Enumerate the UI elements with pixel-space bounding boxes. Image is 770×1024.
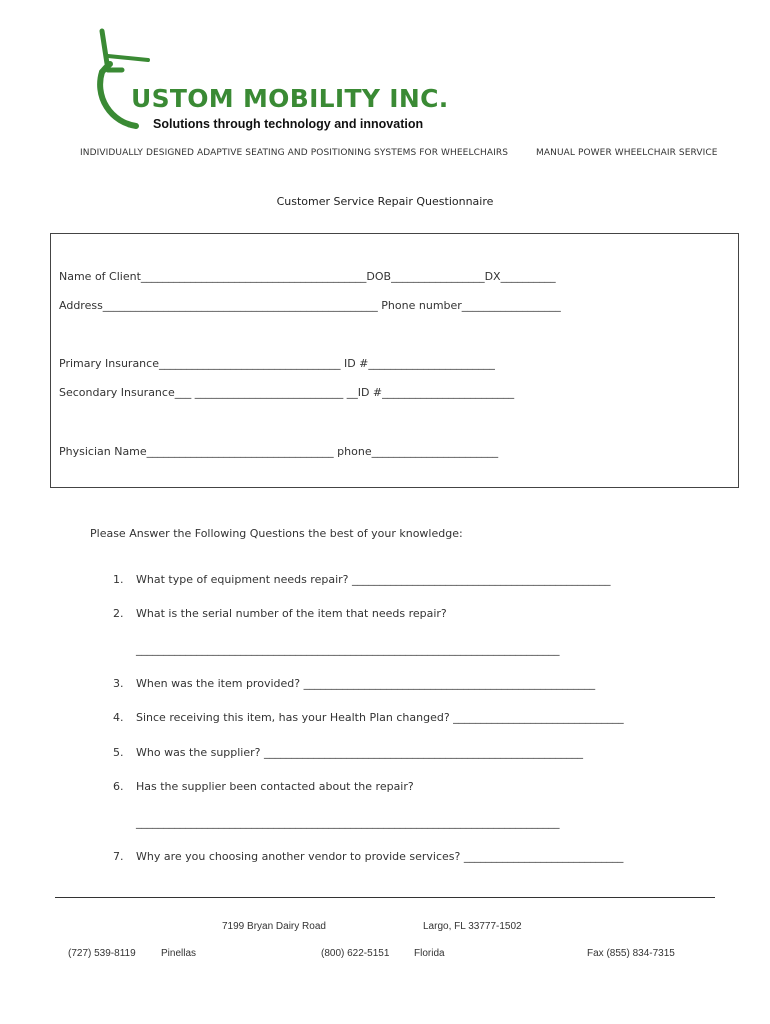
questions-intro: Please Answer the Following Questions the best of your knowledge: [90, 527, 463, 540]
footer-county: Pinellas [161, 948, 197, 959]
question-item-provided[interactable]: When was the item provided? _____________________________________________________ [136, 677, 596, 690]
footer-city: Largo, FL 33777-1502 [423, 921, 522, 932]
question-equipment[interactable]: What type of equipment needs repair? _______________________________________________ [136, 573, 611, 586]
question-other-vendor[interactable]: Why are you choosing another vendor to provide services? _____________________________ [136, 850, 624, 863]
company-tagline: Solutions through technology and innovation [153, 117, 424, 131]
question-health-plan[interactable]: Since receiving this item, has your Health Plan changed? _______________________________ [136, 711, 624, 724]
footer-phone-tollfree: (800) 622-5151 [321, 948, 390, 959]
footer-phone-local: (727) 539-8119 [68, 948, 136, 959]
question-supplier[interactable]: Who was the supplier? __________________________________________________________ [136, 746, 583, 759]
question-serial-number: What is the serial number of the item that needs repair? [136, 607, 447, 620]
question-number: 6. [113, 780, 124, 793]
footer-fax: Fax (855) 834-7315 [587, 948, 675, 959]
supplier-contacted-answer-line[interactable]: _____________________________________________________________________________ [136, 816, 560, 829]
secondary-insurance-field[interactable]: Secondary Insurance___ ___________________________ __ID #________________________ [59, 386, 515, 399]
question-number: 7. [113, 850, 124, 863]
client-name-field[interactable]: Name of Client_________________________________________DOB_________________DX__________ [59, 270, 556, 283]
serial-number-answer-line[interactable]: _____________________________________________________________________________ [136, 643, 560, 656]
question-number: 3. [113, 677, 124, 690]
form-title: Customer Service Repair Questionnaire [276, 195, 494, 208]
footer-address: 7199 Bryan Dairy Road [222, 921, 326, 932]
footer-state: Florida [414, 948, 445, 959]
question-number: 4. [113, 711, 124, 724]
question-number: 1. [113, 573, 124, 586]
services-left: INDIVIDUALLY DESIGNED ADAPTIVE SEATING AND POSITIONING SYSTEMS FOR WHEELCHAIRS [80, 148, 509, 158]
wheelchair-seat-icon [108, 56, 148, 60]
primary-insurance-field[interactable]: Primary Insurance_________________________________ ID #_______________________ [59, 357, 495, 370]
address-field[interactable]: Address__________________________________________________ Phone number__________________ [59, 299, 561, 312]
physician-field[interactable]: Physician Name__________________________________ phone_______________________ [59, 445, 499, 458]
services-right: MANUAL POWER WHEELCHAIR SERVICE [536, 148, 718, 158]
company-name: USTOM MOBILITY INC. [131, 84, 449, 113]
question-supplier-contacted: Has the supplier been contacted about the repair? [136, 780, 414, 793]
question-number: 5. [113, 746, 124, 759]
question-number: 2. [113, 607, 124, 620]
footer-divider [55, 897, 715, 898]
